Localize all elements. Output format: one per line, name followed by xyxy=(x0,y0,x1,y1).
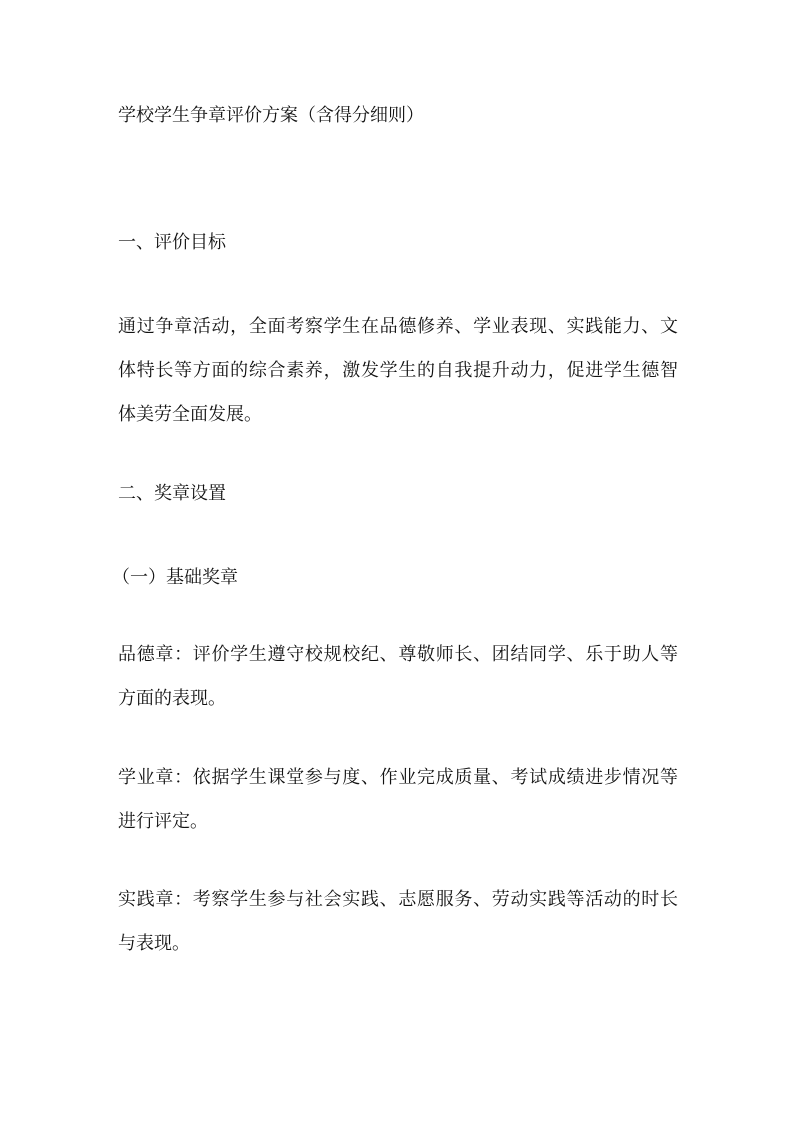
badge-item-line: 实践章：考察学生参与社会实践、志愿服务、劳动实践等活动的时长 xyxy=(118,889,678,910)
section-heading-badges: 二、奖章设置 xyxy=(118,483,226,504)
document-title: 学校学生争章评价方案（含得分细则） xyxy=(118,105,424,126)
badge-item-line: 进行评定。 xyxy=(118,811,208,832)
paragraph-line: 体特长等方面的综合素养，激发学生的自我提升动力，促进学生德智 xyxy=(118,360,678,381)
badge-item-line: 学业章：依据学生课堂参与度、作业完成质量、考试成绩进步情况等 xyxy=(118,767,678,788)
badge-item-line: 品德章：评价学生遵守校规校纪、尊敬师长、团结同学、乐于助人等 xyxy=(118,644,678,665)
section-heading-goals: 一、评价目标 xyxy=(118,232,226,253)
paragraph-line: 通过争章活动，全面考察学生在品德修养、学业表现、实践能力、文 xyxy=(118,316,678,337)
subheading-basic-badges: （一）基础奖章 xyxy=(112,567,238,588)
badge-item-line: 与表现。 xyxy=(118,933,190,954)
paragraph-line: 体美劳全面发展。 xyxy=(118,404,262,425)
badge-item-line: 方面的表现。 xyxy=(118,688,226,709)
